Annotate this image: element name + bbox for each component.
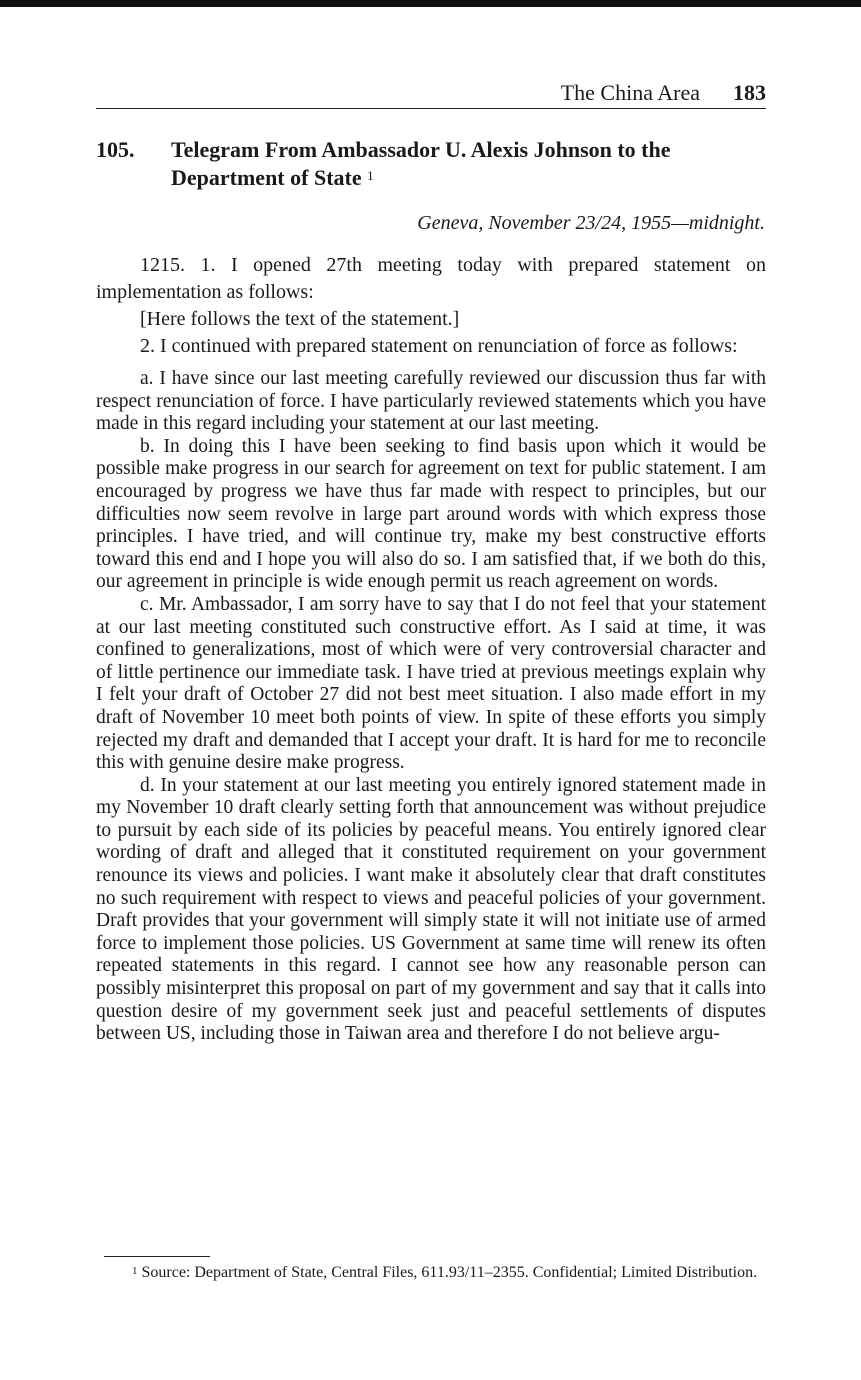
running-head (96, 80, 766, 109)
footnote-divider (104, 1256, 210, 1257)
page-top-border (0, 0, 861, 7)
paragraph-2: [Here follows the text of the statement.] (140, 308, 460, 330)
footnote-mark: 1 (132, 1265, 138, 1277)
sub-paragraph-a: a. I have since our last meeting carefully reviewed our discussion thus far with respect renunciation of force. I have particularly reviewed statements which you have made in this regard including your statement at our last meeting. (96, 368, 766, 435)
footnote-text: Source: Department of State, Central Files, 611.93/11–2355. Confidential; Limited Distribution. (141, 1264, 758, 1281)
sub-paragraph-d: d. In your statement at our last meeting you entirely ignored statement made in my November 10 draft clearly setting forth that announcement was without prejudice to pursuit by each side of its policies by peaceful means. You entirely ignored clear wording of draft and alleged that it constituted requirement on your government renounce its views and policies. I want make it absolutely clear that draft constitutes no such requirement with respect to views and peaceful policies of your government. Draft provides that your government will simply state it will not initiate use of armed force to implement those policies. US Government at same time will renew its often repeated statements in this regard. I cannot see how any reasonable person can possibly misinterpret this proposal on part of my government and say that it calls into question desire of my government seek just and peaceful settlements of disputes between US, including those in Taiwan area and therefore I do not believe argu- (96, 774, 766, 1045)
document-body (96, 252, 766, 1046)
footnote-reference: 1 (367, 168, 374, 183)
dateline: Geneva, November 23/24, 1955—midnight. (417, 212, 765, 234)
document-title-wrap (171, 136, 766, 192)
paragraph-1: 1215. 1. I opened 27th meeting today with prepared statement on implementation as follows: (96, 254, 766, 303)
running-head-section: The China Area (560, 80, 700, 105)
sub-paragraph-c: c. Mr. Ambassador, I am sorry have to say that I do not feel that your statement at our last meeting constituted such constructive effort. As I said at time, it was confined to generalizations, most of which were of very controversial character and of little pertinence our immediate task. I have tried at previous meetings explain why I felt your draft of October 27 did not best meet situation. I also made effort in my draft of November 10 meet both points of view. In spite of these efforts you simply rejected my draft and demanded that I accept your draft. It is hard for me to reconcile this with genuine desire make progress. (96, 593, 766, 774)
document-number: 105. (96, 137, 135, 162)
page-number: 183 (733, 80, 766, 105)
document-title: Telegram From Ambassador U. Alexis Johnson to the Department of State (171, 137, 671, 190)
footnote (96, 1262, 772, 1283)
paragraph-3: 2. I continued with prepared statement on renunciation of force as follows: (140, 335, 738, 357)
document-heading (96, 136, 766, 192)
sub-paragraph-b: b. In doing this I have been seeking to find basis upon which it would be possible make progress in our search for agreement on text for public statement. I am encouraged by progress we have thus far made with respect to principles, but our difficulties now seem revolve in large part around words with which express those principles. I have tried, and will continue try, make my best constructive efforts toward this end and I hope you will also do so. I am satisfied that, if we both do this, our agreement in principle is wide enough permit us reach agreement on words. (96, 435, 766, 593)
